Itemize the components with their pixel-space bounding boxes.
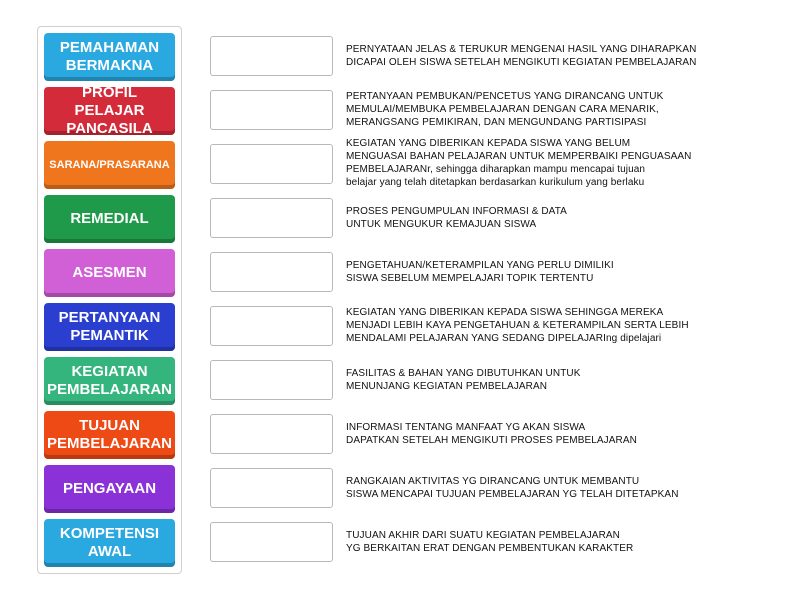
description-text: TUJUAN AKHIR DARI SUATU KEGIATAN PEMBELAJARAN YG BERKAITAN ERAT DENGAN PEMBENTUKAN KARAKTER: [346, 530, 634, 554]
tile-pengayaan[interactable]: [44, 465, 175, 513]
tile-profil-pelajar-pancasila[interactable]: [44, 84, 175, 137]
drop-slot[interactable]: [210, 360, 333, 400]
description-text: PENGETAHUAN/KETERAMPILAN YANG PERLU DIMILIKI SISWA SEBELUM MEMPELAJARI TOPIK TERTENTU: [346, 260, 614, 284]
tile-remedial[interactable]: [44, 195, 175, 243]
tile-label: SARANA/PRASARANA: [49, 159, 170, 171]
tile-label: ASESMEN: [72, 264, 147, 281]
tile-asesmen[interactable]: [44, 249, 175, 297]
description-text: KEGIATAN YANG DIBERIKAN KEPADA SISWA SEHINGGA MEREKA MENJADI LEBIH KAYA PENGETAHUAN & KETERAMPILAN SERTA LEBIH MENDALAMI PELAJARAN YANG SEDANG DIPELAJARIng dipelajari: [346, 307, 689, 344]
tile-label: KEGIATAN PEMBELAJARAN: [47, 363, 173, 398]
drop-slot[interactable]: [210, 198, 333, 238]
description-text: RANGKAIAN AKTIVITAS YG DIRANCANG UNTUK MEMBANTU SISWA MENCAPAI TUJUAN PEMBELAJARAN YG TELAH DITETAPKAN: [346, 476, 679, 500]
drop-slot[interactable]: [210, 252, 333, 292]
drop-slot[interactable]: [210, 36, 333, 76]
tile-kegiatan-pembelajaran[interactable]: [44, 357, 175, 405]
drop-slot[interactable]: [210, 144, 333, 184]
description-text: PROSES PENGUMPULAN INFORMASI & DATA UNTUK MENGUKUR KEMAJUAN SISWA: [346, 206, 567, 230]
tile-pertanyaan-pemantik[interactable]: [44, 303, 175, 351]
tile-label: REMEDIAL: [70, 210, 149, 227]
drop-slot[interactable]: [210, 468, 333, 508]
drop-slot[interactable]: [210, 90, 333, 130]
tile-tujuan-pembelajaran[interactable]: [44, 411, 175, 459]
tile-label: PERTANYAAN PEMANTIK: [58, 309, 161, 344]
drop-slot[interactable]: [210, 522, 333, 562]
description-text: PERTANYAAN PEMBUKAN/PENCETUS YANG DIRANCANG UNTUK MEMULAI/MEMBUKA PEMBELAJARAN DENGAN CARA MENARIK, MERANGSANG PEMIKIRAN, DAN MENGUNDANG PARTISIPASI: [346, 91, 664, 128]
tile-label: PEMAHAMAN BERMAKNA: [59, 39, 160, 74]
tile-kompetensi-awal[interactable]: [44, 519, 175, 567]
tile-pemahaman-bermakna[interactable]: [44, 33, 175, 81]
tile-label: PENGAYAAN: [62, 480, 157, 497]
drop-slot[interactable]: [210, 306, 333, 346]
description-text: FASILITAS & BAHAN YANG DIBUTUHKAN UNTUK MENUNJANG KEGIATAN PEMBELAJARAN: [346, 368, 581, 392]
tile-label: KOMPETENSI AWAL: [59, 525, 160, 560]
description-text: KEGIATAN YANG DIBERIKAN KEPADA SISWA YANG BELUM MENGUASAI BAHAN PELAJARAN UNTUK MEMPERBAIKI PENGUASAAN PEMBELAJARANr, sehingga diharapkan mampu mencapai tujuan belajar yang telah ditetapkan berdasarkan kurikulum yang berlaku: [346, 138, 692, 188]
drop-slot[interactable]: [210, 414, 333, 454]
tile-label: TUJUAN PEMBELAJARAN: [47, 417, 173, 452]
description-text: PERNYATAAN JELAS & TERUKUR MENGENAI HASIL YANG DIHARAPKAN DICAPAI OLEH SISWA SETELAH MENGIKUTI KEGIATAN PEMBELAJARAN: [346, 44, 697, 68]
description-text: INFORMASI TENTANG MANFAAT YG AKAN SISWA DAPATKAN SETELAH MENGIKUTI PROSES PEMBELAJARAN: [346, 422, 637, 446]
tile-label: PROFIL PELAJAR PANCASILA: [66, 84, 153, 137]
tile-sarana-prasarana[interactable]: [44, 141, 175, 189]
